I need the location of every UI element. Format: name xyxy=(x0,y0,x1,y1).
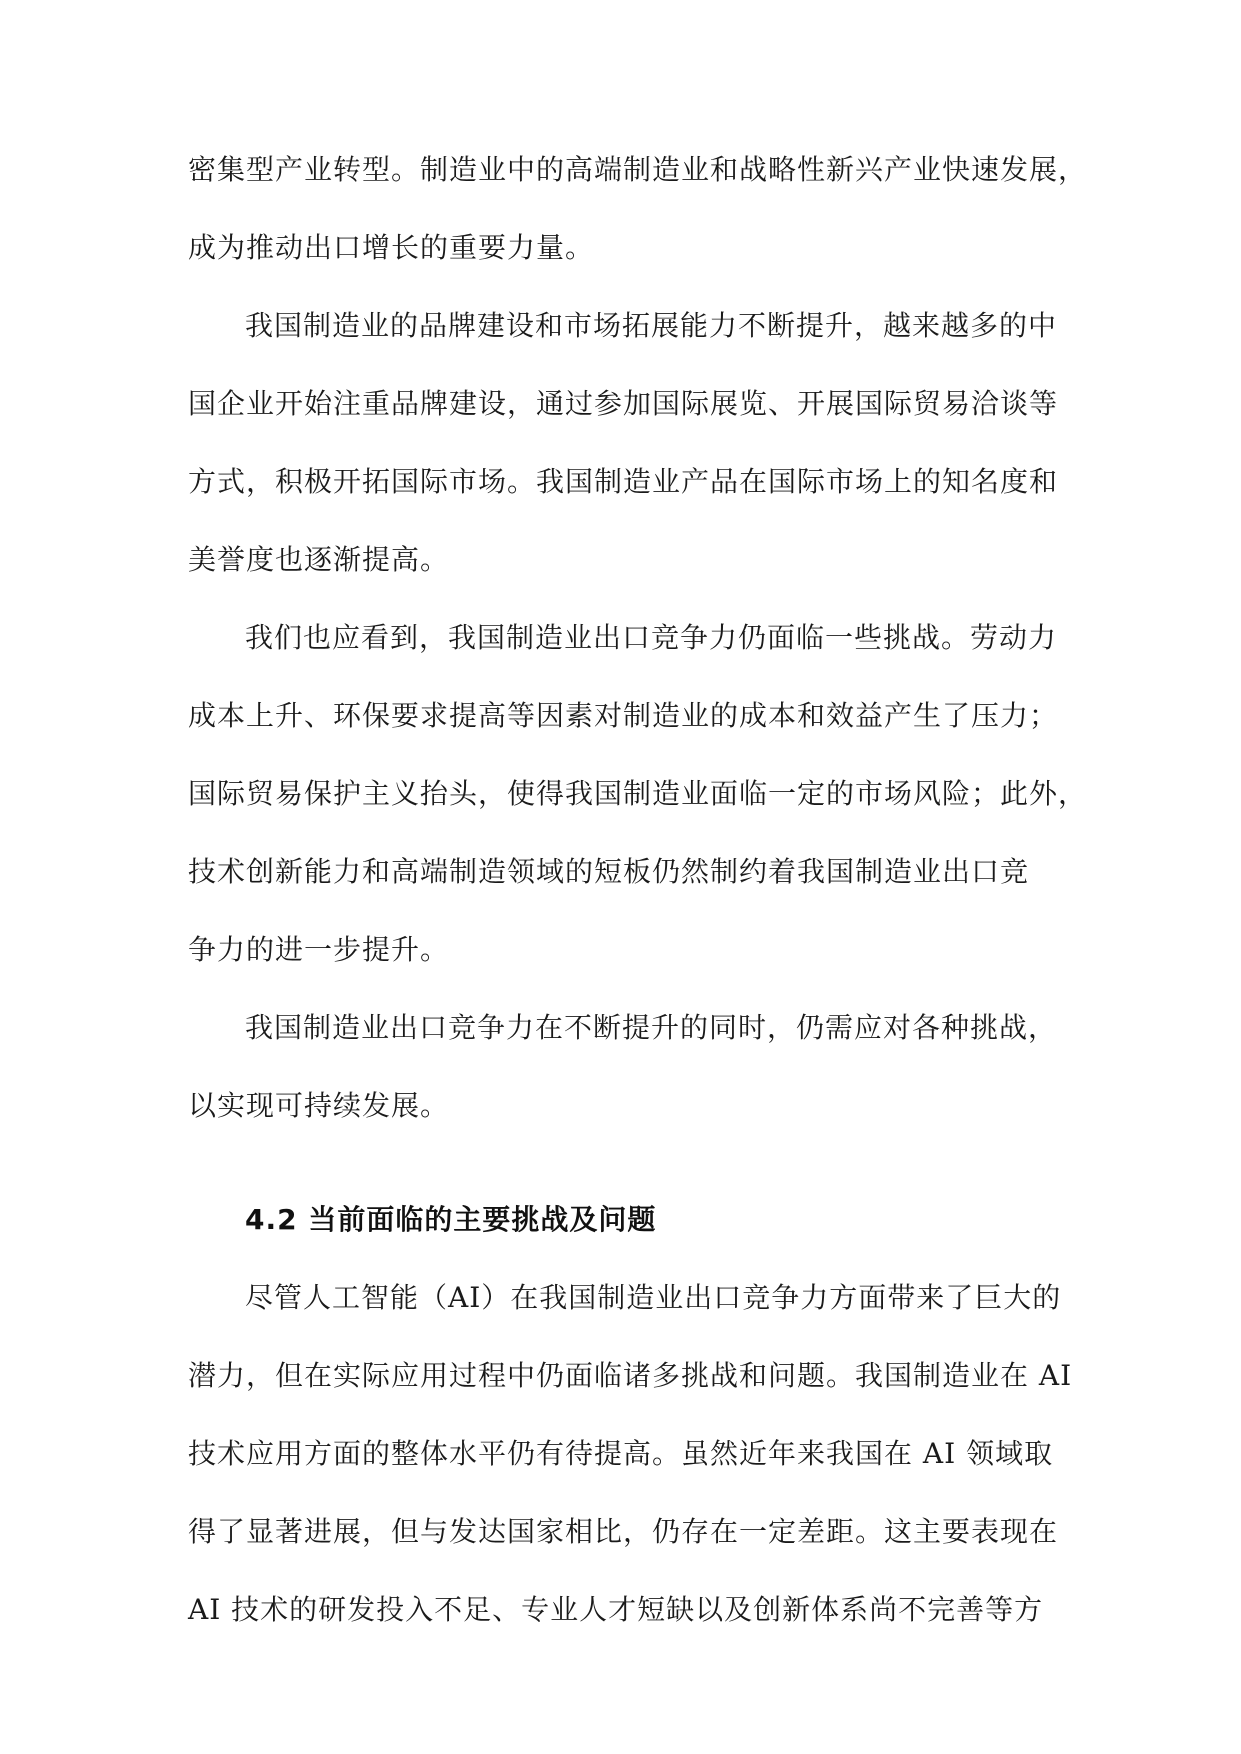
paragraph-1-line-1: 密集型产业转型。制造业中的高端制造业和战略性新兴产业快速发展， xyxy=(188,153,1088,186)
paragraph-2-line-1: 我国制造业的品牌建设和市场拓展能力不断提升，越来越多的中 xyxy=(245,309,1058,342)
section-paragraph-line-2: 潜力，但在实际应用过程中仍面临诸多挑战和问题。我国制造业在 AI xyxy=(188,1359,1073,1392)
paragraph-2-line-3: 方式，积极开拓国际市场。我国制造业产品在国际市场上的知名度和 xyxy=(188,465,1059,498)
section-heading: 4.2 当前面临的主要挑战及问题 xyxy=(245,1203,657,1236)
paragraph-3-line-5: 争力的进一步提升。 xyxy=(188,933,450,966)
paragraph-1-line-2: 成为推动出口增长的重要力量。 xyxy=(188,231,595,264)
paragraph-2-line-2: 国企业开始注重品牌建设，通过参加国际展览、开展国际贸易洽谈等 xyxy=(188,387,1059,420)
paragraph-3-line-2: 成本上升、环保要求提高等因素对制造业的成本和效益产生了压力； xyxy=(188,699,1059,732)
section-paragraph-line-5: AI 技术的研发投入不足、专业人才短缺以及创新体系尚不完善等方 xyxy=(188,1593,1044,1626)
paragraph-3-line-3: 国际贸易保护主义抬头，使得我国制造业面临一定的市场风险；此外， xyxy=(188,777,1088,810)
paragraph-4-line-1: 我国制造业出口竞争力在不断提升的同时，仍需应对各种挑战， xyxy=(245,1011,1058,1044)
section-paragraph-line-3: 技术应用方面的整体水平仍有待提高。虽然近年来我国在 AI 领域取 xyxy=(188,1437,1054,1470)
paragraph-2-line-4: 美誉度也逐渐提高。 xyxy=(188,543,450,576)
paragraph-3-line-1: 我们也应看到，我国制造业出口竞争力仍面临一些挑战。劳动力 xyxy=(245,621,1058,654)
section-paragraph-line-1: 尽管人工智能（AI）在我国制造业出口竞争力方面带来了巨大的 xyxy=(245,1281,1062,1314)
paragraph-4-line-2: 以实现可持续发展。 xyxy=(188,1089,450,1122)
section-paragraph-line-4: 得了显著进展，但与发达国家相比，仍存在一定差距。这主要表现在 xyxy=(188,1515,1059,1548)
paragraph-3-line-4: 技术创新能力和高端制造领域的短板仍然制约着我国制造业出口竞 xyxy=(188,855,1030,888)
